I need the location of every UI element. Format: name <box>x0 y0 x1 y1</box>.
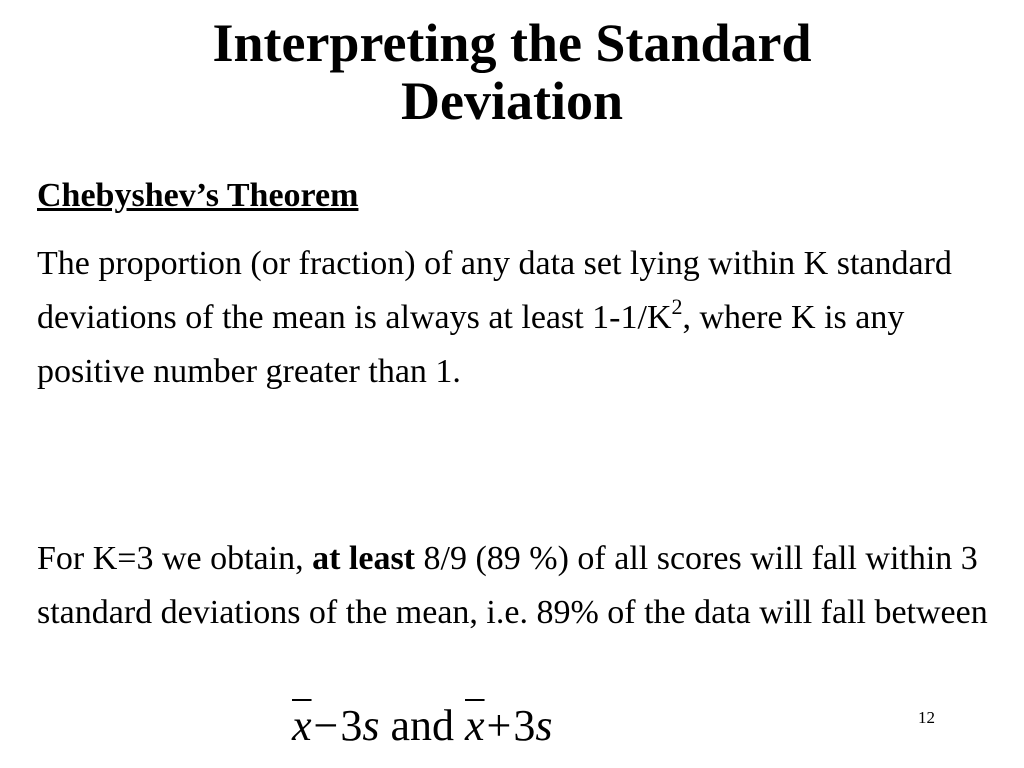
theorem-statement-text: The proportion (or fraction) of any data set lying within K standard deviations of the mean is always at least 1-1/K <box>37 245 952 336</box>
sd-symbol-left: s <box>362 701 380 750</box>
example-text-start: For K=3 we obtain, <box>37 540 313 577</box>
slide-title <box>0 14 1024 130</box>
page-number: 12 <box>918 708 935 727</box>
sd-symbol-right: s <box>535 701 553 750</box>
emphasis-at-least: at least <box>312 540 416 577</box>
slide-title-line-1: Interpreting the Standard <box>212 13 812 73</box>
coefficient-right: 3 <box>513 701 536 750</box>
exponent: 2 <box>671 294 683 319</box>
minus-sign: − <box>313 701 339 750</box>
theorem-heading: Chebyshev’s Theorem <box>37 177 359 214</box>
slide-title-line-2: Deviation <box>401 71 623 131</box>
mean-symbol-right: $\overline{x}$ <box>465 701 485 750</box>
coefficient-left: 3 <box>340 701 363 750</box>
theorem-statement <box>37 237 997 399</box>
plus-sign: + <box>486 701 512 750</box>
range-formula <box>292 696 553 756</box>
example-text-end: 8/9 (89 %) of all scores will fall within 3 standard deviations of the mean, i.e. 89% of the data will fall between <box>37 540 988 631</box>
theorem-statement-text-end: , where K is any positive number greater than 1. <box>37 299 905 390</box>
example-paragraph <box>37 532 997 640</box>
and-word: and <box>379 701 466 750</box>
mean-symbol-left: $\overline{x}$ <box>292 701 312 750</box>
